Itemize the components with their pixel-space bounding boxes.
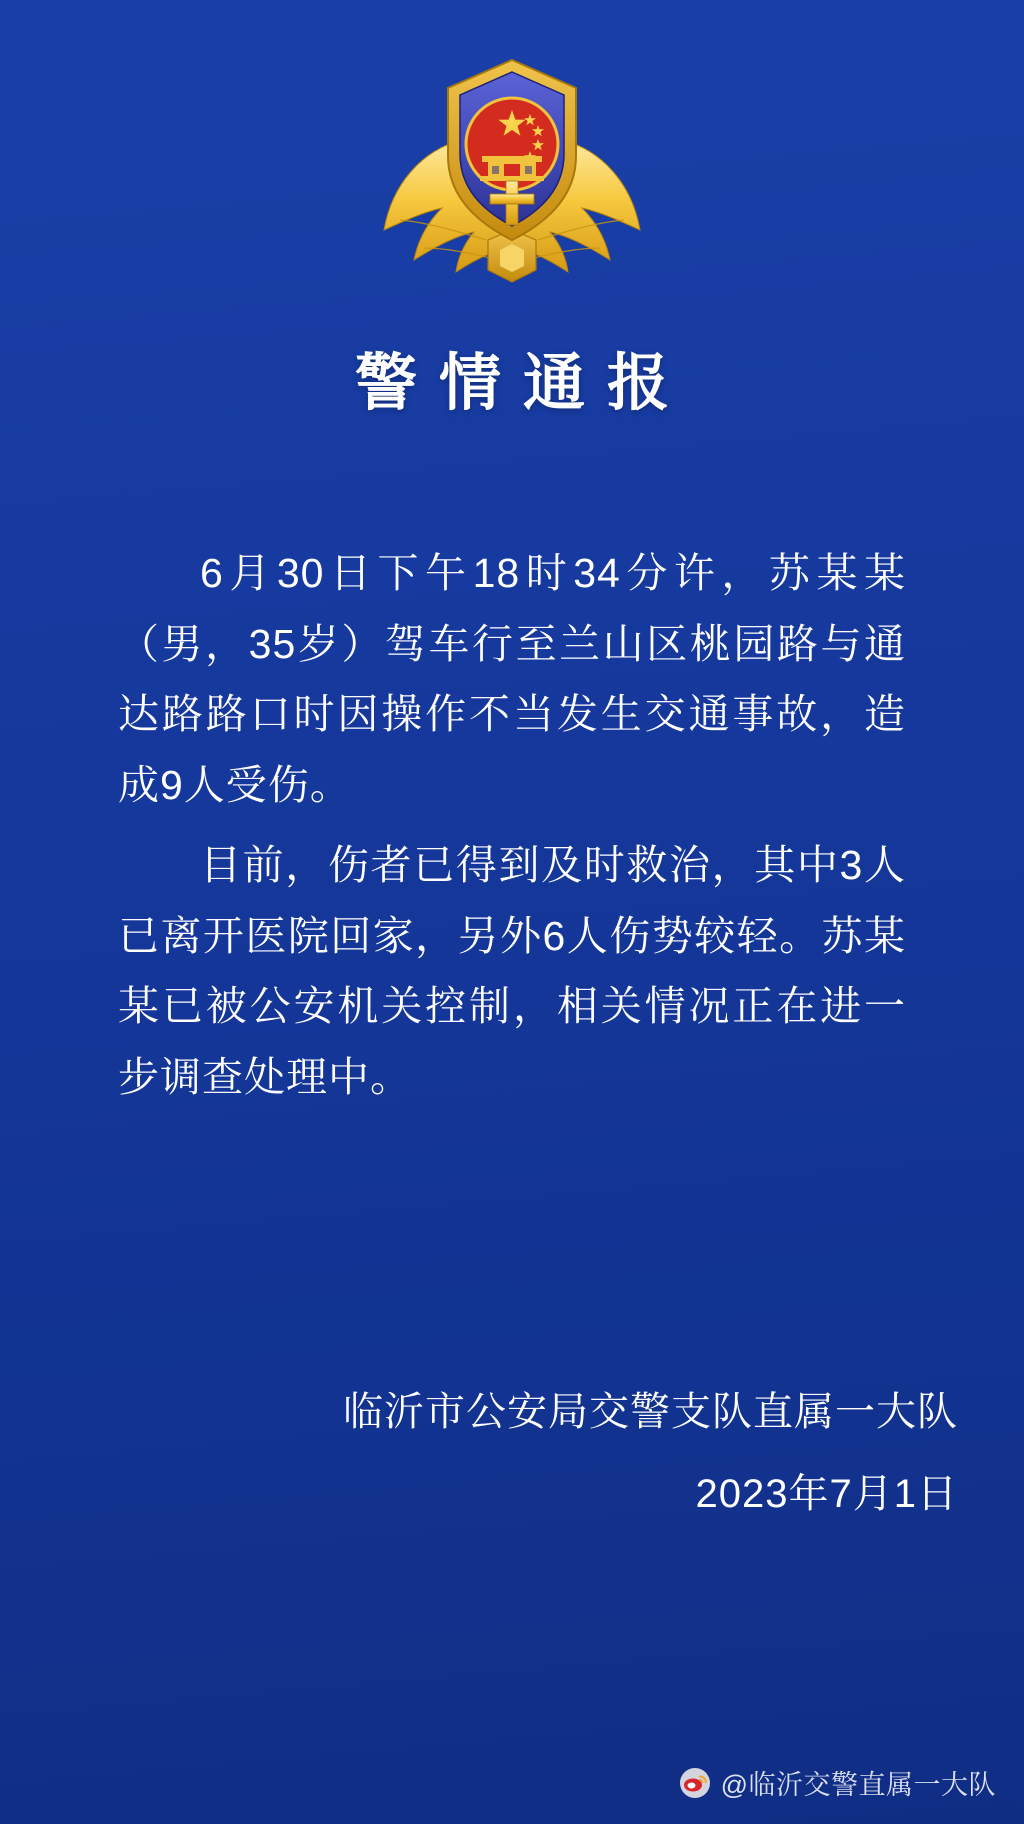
- china-police-emblem: [362, 44, 662, 314]
- page-title: 警情通报: [354, 349, 691, 418]
- signature-organization: 临沂市公安局交警支队直属一大队: [343, 1390, 958, 1434]
- watermark-handle: @临沂交警直属一大队: [720, 1770, 996, 1800]
- notice-paragraph: 目前，伤者已得到及时救治，其中3人已离开医院回家，另外6人伤势较轻。苏某某已被公安机关控制，相关情况正在进一步调查处理中。: [118, 842, 906, 1100]
- notice-body: [62, 538, 962, 1122]
- weibo-icon: [679, 1767, 711, 1799]
- notice-paragraph: 6月30日下午18时34分许，苏某某（男，35岁）驾车行至兰山区桃园路与通达路路口时因操作不当发生交通事故，造成9人受伤。: [118, 550, 906, 808]
- signature-date: 2023年7月1日: [695, 1472, 958, 1516]
- watermark: [679, 1763, 996, 1802]
- signature: [343, 1382, 958, 1524]
